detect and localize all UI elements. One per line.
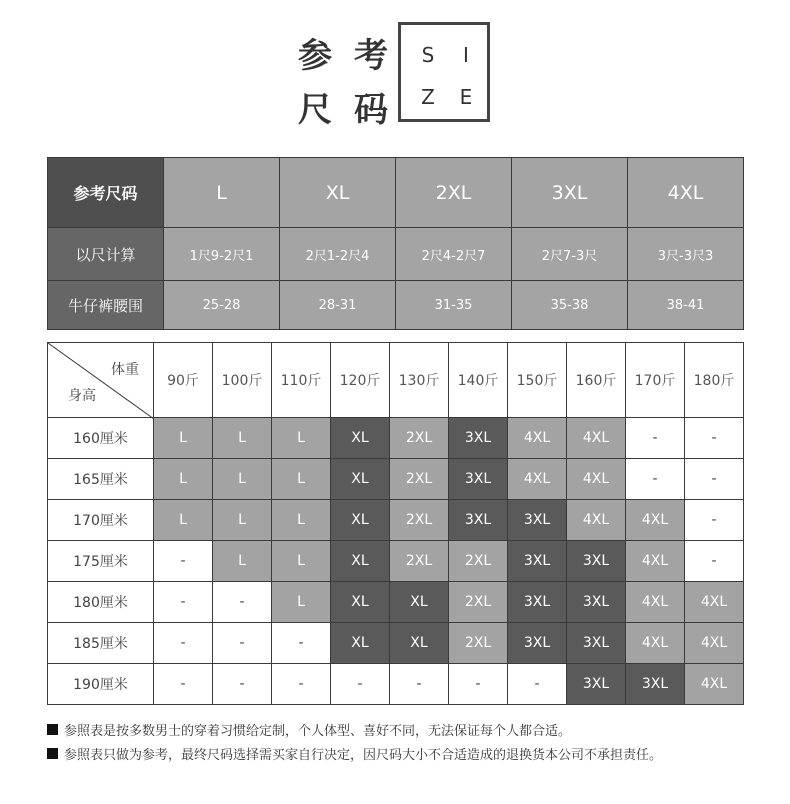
- weight-col-header: 150斤: [508, 343, 567, 418]
- chi-row: [48, 228, 744, 281]
- size-cell: 2XL: [449, 623, 508, 664]
- jeans-waist-row: [48, 281, 744, 330]
- size-letter-z: Z: [421, 85, 435, 109]
- size-col-header: XL: [280, 158, 396, 228]
- table-row: [48, 459, 744, 500]
- size-cell: 4XL: [626, 500, 685, 541]
- size-cell: 2XL: [390, 459, 449, 500]
- size-cell: 4XL: [685, 664, 744, 705]
- size-cell: XL: [390, 623, 449, 664]
- size-cell: -: [508, 664, 567, 705]
- height-row-label: 165厘米: [48, 459, 154, 500]
- weight-col-header: 170斤: [626, 343, 685, 418]
- grid-corner: [48, 343, 154, 418]
- table-row: [48, 418, 744, 459]
- size-cell: -: [272, 664, 331, 705]
- size-cell: 4XL: [567, 500, 626, 541]
- size-cell: L: [154, 418, 213, 459]
- size-cell: L: [272, 459, 331, 500]
- table-cell: 2尺4-2尺7: [396, 228, 512, 281]
- size-cell: 3XL: [449, 500, 508, 541]
- height-row-label: 190厘米: [48, 664, 154, 705]
- table-cell: 35-38: [512, 281, 628, 330]
- note-text: 参照表只做为参考，最终尺码选择需买家自行决定，因尺码大小不合适造成的退换货本公司不承担责任。: [64, 748, 663, 763]
- size-cell: 4XL: [508, 418, 567, 459]
- size-cell: 4XL: [685, 623, 744, 664]
- table-cell: 38-41: [628, 281, 744, 330]
- weight-col-header: 90斤: [154, 343, 213, 418]
- size-cell: -: [449, 664, 508, 705]
- size-cell: -: [154, 541, 213, 582]
- table-cell: 25-28: [164, 281, 280, 330]
- weight-col-header: 130斤: [390, 343, 449, 418]
- size-cell: -: [213, 664, 272, 705]
- size-cell: -: [272, 623, 331, 664]
- size-cell: XL: [331, 582, 390, 623]
- size-cell: L: [272, 582, 331, 623]
- size-cell: L: [154, 500, 213, 541]
- title-line-1: 参考: [298, 36, 410, 76]
- size-cell: XL: [331, 623, 390, 664]
- height-row-label: 185厘米: [48, 623, 154, 664]
- size-cell: 2XL: [449, 582, 508, 623]
- note-text: 参照表是按多数男士的穿着习惯给定制，个人体型、喜好不同，无法保证每个人都合适。: [64, 724, 572, 739]
- size-cell: -: [685, 500, 744, 541]
- size-letter-i: I: [463, 43, 469, 67]
- size-letter-e: E: [459, 85, 473, 109]
- size-cell: XL: [331, 541, 390, 582]
- size-cell: -: [390, 664, 449, 705]
- corner-height-label: 身高: [68, 388, 96, 404]
- size-cell: -: [626, 418, 685, 459]
- size-col-header: 2XL: [396, 158, 512, 228]
- size-cell: 4XL: [567, 459, 626, 500]
- size-cell: 4XL: [626, 623, 685, 664]
- size-cell: -: [685, 459, 744, 500]
- size-cell: 3XL: [449, 418, 508, 459]
- table-cell: 28-31: [280, 281, 396, 330]
- size-cell: 2XL: [390, 418, 449, 459]
- table-row: [48, 582, 744, 623]
- corner-weight-label: 体重: [111, 362, 139, 378]
- size-col-header: 4XL: [628, 158, 744, 228]
- diagonal-divider: [48, 343, 154, 419]
- size-cell: 2XL: [390, 541, 449, 582]
- row-label: 以尺计算: [48, 228, 164, 281]
- size-cell: -: [685, 541, 744, 582]
- table-row: [48, 500, 744, 541]
- size-cell: 3XL: [626, 664, 685, 705]
- table-cell: 31-35: [396, 281, 512, 330]
- size-cell: 3XL: [567, 582, 626, 623]
- weight-col-header: 180斤: [685, 343, 744, 418]
- size-cell: XL: [331, 500, 390, 541]
- weight-col-header: 160斤: [567, 343, 626, 418]
- corner-label: 参考尺码: [48, 158, 164, 228]
- row-label: 牛仔裤腰围: [48, 281, 164, 330]
- bullet-square-icon: [47, 748, 58, 759]
- size-cell: 3XL: [449, 459, 508, 500]
- size-header-row: [48, 158, 744, 228]
- size-cell: XL: [331, 418, 390, 459]
- weight-col-header: 100斤: [213, 343, 272, 418]
- size-cell: 3XL: [508, 500, 567, 541]
- weight-col-header: 140斤: [449, 343, 508, 418]
- reference-size-table: [47, 157, 744, 330]
- weight-header-row: [48, 343, 744, 418]
- size-cell: -: [154, 623, 213, 664]
- table-cell: 3尺-3尺3: [628, 228, 744, 281]
- size-cell: 2XL: [449, 541, 508, 582]
- size-cell: 3XL: [567, 623, 626, 664]
- size-cell: 3XL: [508, 623, 567, 664]
- size-cell: L: [213, 541, 272, 582]
- size-cell: -: [213, 582, 272, 623]
- size-col-header: L: [164, 158, 280, 228]
- size-cell: -: [154, 664, 213, 705]
- bullet-square-icon: [47, 724, 58, 735]
- size-letter-s: S: [421, 43, 435, 67]
- table-row: [48, 541, 744, 582]
- size-cell: L: [213, 418, 272, 459]
- height-row-label: 180厘米: [48, 582, 154, 623]
- size-cell: 3XL: [567, 541, 626, 582]
- title-line-2: 尺码: [298, 90, 410, 130]
- size-cell: -: [626, 459, 685, 500]
- size-cell: -: [154, 582, 213, 623]
- height-row-label: 160厘米: [48, 418, 154, 459]
- table-row: [48, 623, 744, 664]
- note-1: [47, 720, 571, 739]
- table-cell: 2尺1-2尺4: [280, 228, 396, 281]
- size-cell: L: [272, 541, 331, 582]
- table-row: [48, 664, 744, 705]
- size-cell: -: [331, 664, 390, 705]
- size-cell: 3XL: [508, 541, 567, 582]
- size-cell: L: [213, 459, 272, 500]
- table-cell: 1尺9-2尺1: [164, 228, 280, 281]
- table-cell: 2尺7-3尺: [512, 228, 628, 281]
- size-cell: 4XL: [685, 582, 744, 623]
- size-cell: 3XL: [508, 582, 567, 623]
- size-cell: L: [272, 418, 331, 459]
- height-row-label: 175厘米: [48, 541, 154, 582]
- height-row-label: 170厘米: [48, 500, 154, 541]
- size-cell: 4XL: [567, 418, 626, 459]
- weight-col-header: 110斤: [272, 343, 331, 418]
- size-cell: L: [154, 459, 213, 500]
- height-weight-size-grid: [47, 342, 744, 705]
- size-logo-box: [398, 22, 490, 122]
- size-cell: L: [272, 500, 331, 541]
- size-cell: XL: [331, 459, 390, 500]
- size-cell: L: [213, 500, 272, 541]
- size-cell: -: [213, 623, 272, 664]
- size-cell: XL: [390, 582, 449, 623]
- weight-col-header: 120斤: [331, 343, 390, 418]
- size-cell: 3XL: [567, 664, 626, 705]
- size-cell: 4XL: [626, 582, 685, 623]
- size-cell: -: [685, 418, 744, 459]
- size-cell: 4XL: [508, 459, 567, 500]
- size-col-header: 3XL: [512, 158, 628, 228]
- size-cell: 2XL: [390, 500, 449, 541]
- note-2: [47, 744, 662, 763]
- size-cell: 4XL: [626, 541, 685, 582]
